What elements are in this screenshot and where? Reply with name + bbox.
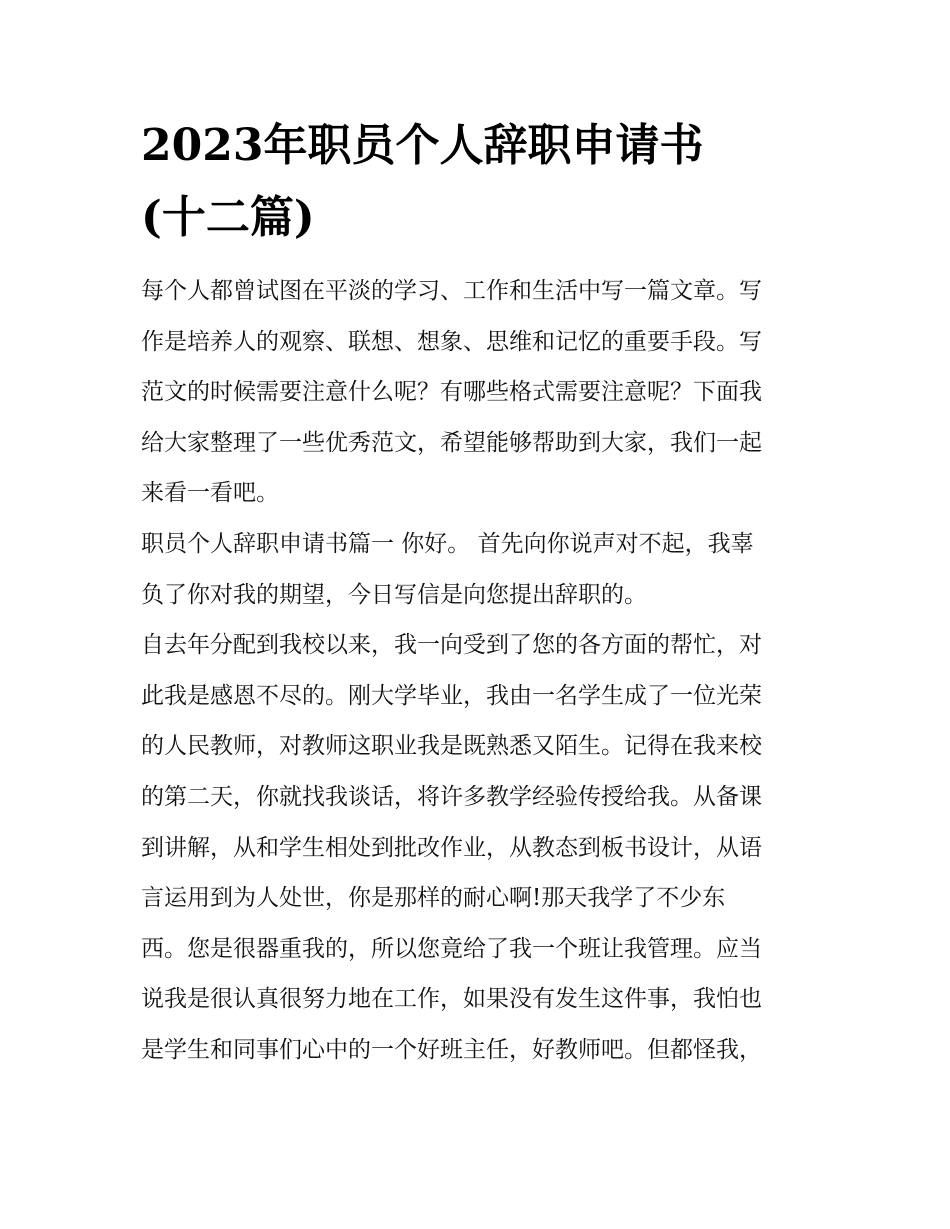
body-line: 说我是很认真很努力地在工作，如果没有发生这件事，我怕也 (141, 986, 762, 1013)
body-line: 到讲解，从和学生相处到批改作业，从教态到板书设计，从语 (141, 834, 762, 861)
body-line: 范文的时候需要注意什么呢？有哪些格式需要注意呢？下面我 (141, 379, 762, 406)
body-line: 作是培养人的观察、联想、想象、思维和记忆的重要手段。写 (141, 328, 762, 355)
title-line: 2023年职员个人辞职申请书 (141, 120, 704, 171)
body-line: 来看一看吧。 (141, 480, 279, 507)
body-line: 每个人都曾试图在平淡的学习、工作和生活中写一篇文章。写 (141, 278, 762, 304)
title-line: (十二篇) (141, 192, 315, 243)
document-title (141, 110, 816, 254)
body-line: 负了你对我的期望，今日写信是向您提出辞职的。 (141, 581, 647, 608)
body-line: 言运用到为人处世，你是那样的耐心啊!那天我学了不少东 (141, 885, 726, 912)
body-line: 职员个人辞职申请书篇一 你好。 首先向你说声对不起，我辜 (141, 530, 754, 557)
document-page (141, 110, 816, 1076)
body-line: 西。您是很器重我的，所以您竟给了我一个班让我管理。应当 (141, 935, 762, 962)
body-line: 此我是感恩不尽的。刚大学毕业，我由一名学生成了一位光荣 (141, 682, 762, 709)
body-line: 的第二天，你就找我谈话，将许多教学经验传授给我。从备课 (141, 783, 762, 810)
body-line: 是学生和同事们心中的一个好班主任，好教师吧。但都怪我， (141, 1036, 762, 1063)
body-line: 给大家整理了一些优秀范文，希望能够帮助到大家，我们一起 (141, 429, 762, 456)
document-body (141, 266, 816, 1076)
body-line: 自去年分配到我校以来，我一向受到了您的各方面的帮忙，对 (141, 632, 762, 659)
body-line: 的人民教师，对教师这职业我是既熟悉又陌生。记得在我来校 (141, 733, 762, 760)
